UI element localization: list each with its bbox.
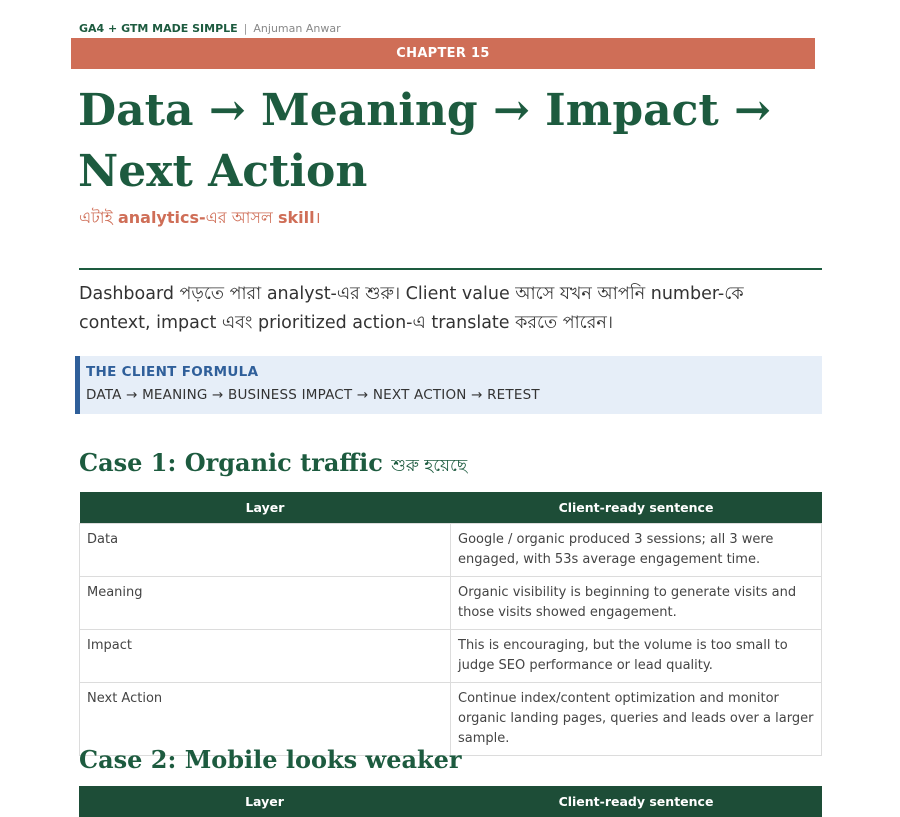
table-row — [80, 630, 822, 683]
layer-cell: Next Action — [80, 683, 451, 756]
case1-heading-text: Case 1: Organic traffic — [79, 448, 383, 477]
column-header-sentence: Client-ready sentence — [450, 786, 822, 817]
column-header-layer: Layer — [79, 786, 450, 817]
callout-title: THE CLIENT FORMULA — [86, 364, 259, 380]
subtitle — [79, 205, 321, 232]
column-header-sentence: Client-ready sentence — [451, 492, 822, 524]
running-head-author: Anjuman Anwar — [253, 22, 341, 35]
page-title: Data → Meaning → Impact → Next Action — [78, 85, 771, 197]
table-row — [80, 524, 822, 577]
chapter-label: CHAPTER 15 — [396, 46, 490, 61]
layer-cell: Impact — [80, 630, 451, 683]
subtitle-middle: এর আসল — [205, 208, 278, 227]
sentence-cell: Continue index/content optimization and monitor organic landing pages, queries and leads over a larger sample. — [451, 683, 822, 756]
subtitle-bold-skill: skill — [277, 208, 315, 227]
table-header-row — [80, 492, 822, 524]
column-header-layer: Layer — [80, 492, 451, 524]
intro-paragraph: Dashboard পড়তে পারা analyst-এর শুরু। Client value আসে যখন আপনি number-কে context, impact এবং prioritized action-এ translate করতে পারেন। — [79, 284, 744, 333]
chapter-banner — [71, 38, 815, 69]
table-header-row — [79, 786, 822, 817]
callout-text: DATA → MEANING → BUSINESS IMPACT → NEXT ACTION → RETEST — [86, 387, 540, 403]
subtitle-prefix: এটাই — [79, 208, 118, 227]
running-head-separator: | — [243, 22, 248, 35]
sentence-cell: Organic visibility is beginning to generate visits and those visits showed engagement. — [451, 577, 822, 630]
case1-table — [79, 492, 822, 756]
layer-cell: Data — [80, 524, 451, 577]
case2-heading: Case 2: Mobile looks weaker — [79, 745, 462, 774]
sentence-cell: This is encouraging, but the volume is too small to judge SEO performance or lead quality. — [451, 630, 822, 683]
layer-cell: Meaning — [80, 577, 451, 630]
case2-table — [79, 786, 822, 817]
table-row — [80, 577, 822, 630]
case1-heading — [79, 448, 467, 481]
subtitle-bold-analytics: analytics- — [117, 208, 206, 227]
running-head — [79, 22, 341, 35]
section-divider — [79, 268, 822, 270]
running-head-brand: GA4 + GTM MADE SIMPLE — [79, 22, 238, 35]
case1-heading-bengali: শুরু হয়েছে — [391, 456, 468, 476]
subtitle-suffix: । — [314, 208, 321, 227]
client-formula-callout — [75, 356, 822, 414]
sentence-cell: Google / organic produced 3 sessions; all 3 were engaged, with 53s average engagement time. — [451, 524, 822, 577]
